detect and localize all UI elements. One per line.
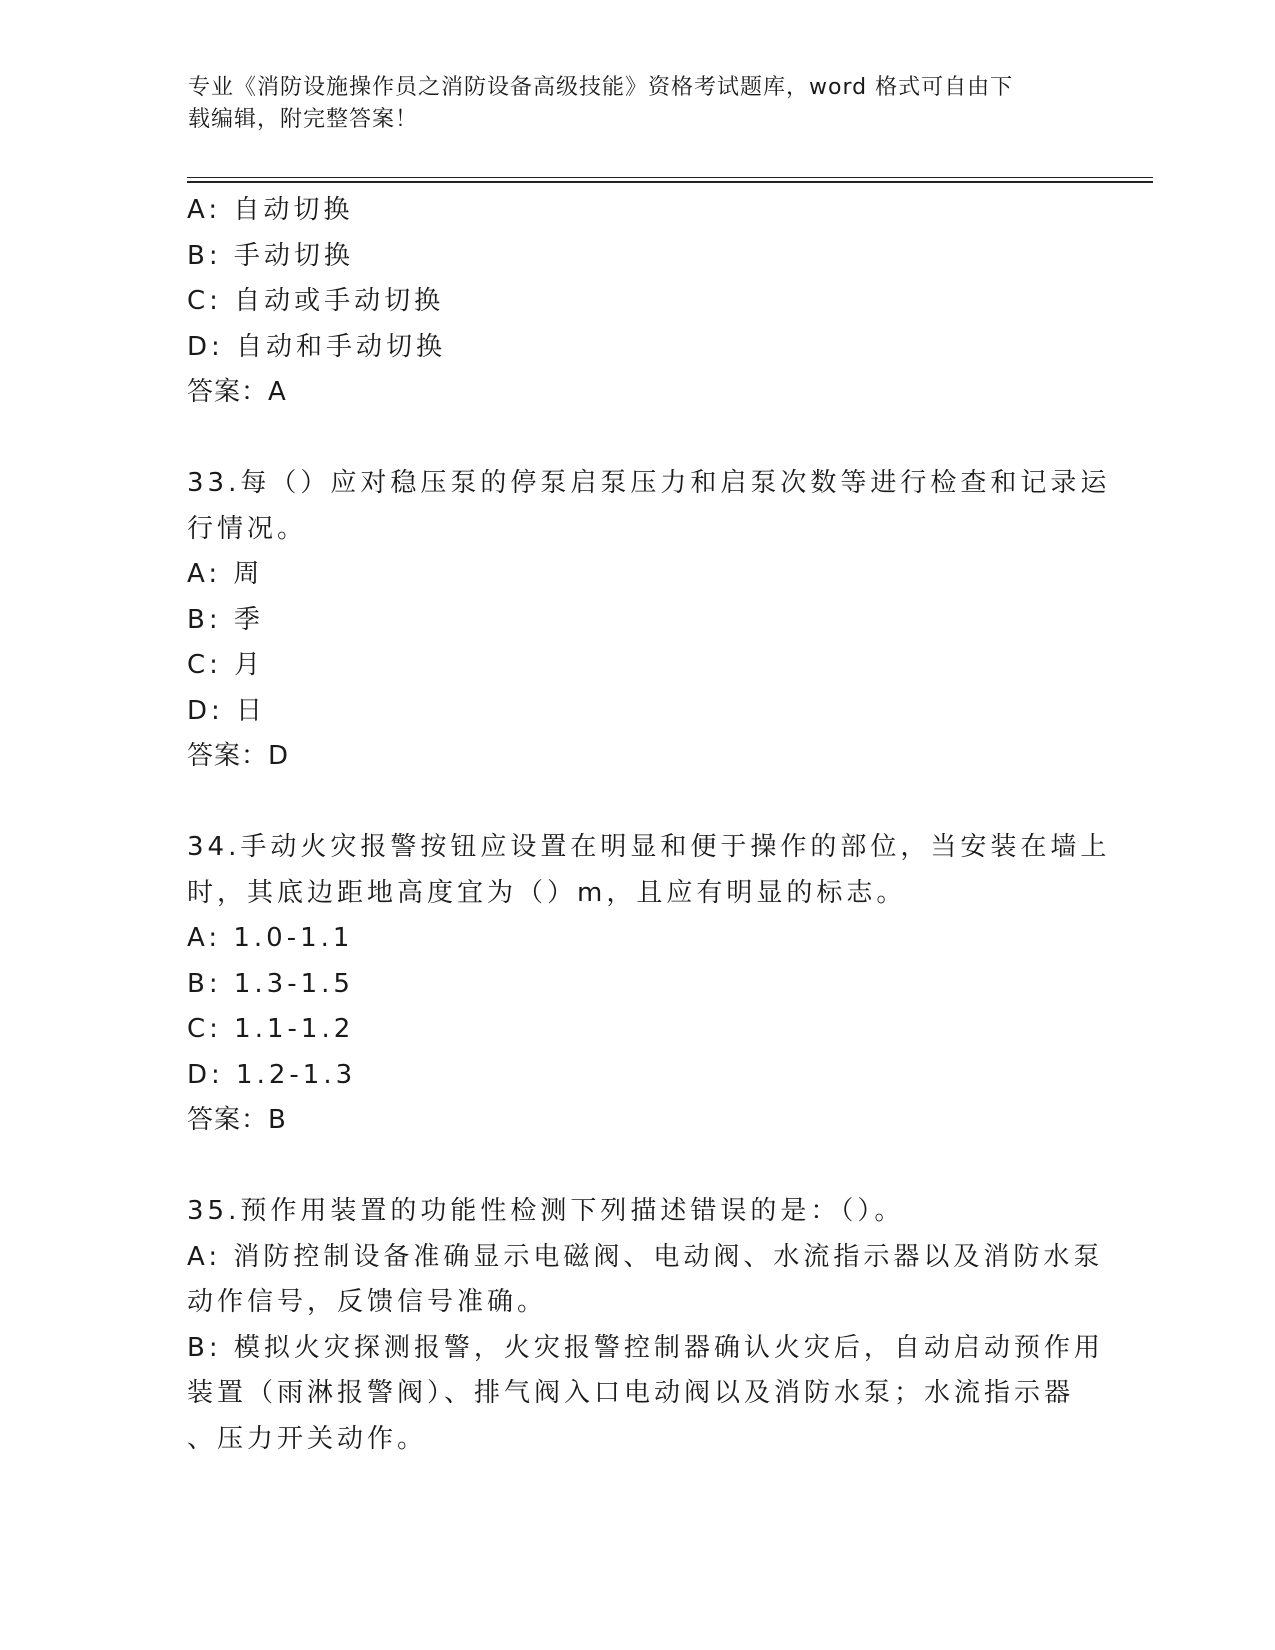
question-34 [187,825,1111,1144]
option-a: A: 1.0-1.1 [187,923,354,953]
header-line-2: 载编辑，附完整答案！ [188,107,419,132]
option-b-continued: 、压力开关动作。 [187,1423,428,1454]
question-content [187,188,1111,1462]
question-35 [187,1189,1104,1462]
option-b-continued: 装置（雨淋报警阀）、排气阀入口电动阀以及消防水泵；水流指示器 [187,1378,1075,1408]
option-d: D: 自动和手动切换 [187,331,447,362]
option-c: C: 1.1-1.2 [187,1014,355,1044]
spacer [187,1144,1077,1190]
option-a-continued: 动作信号，反馈信号准确。 [187,1287,548,1317]
option-b: B: 季 [187,604,264,635]
option-b: B: 1.3-1.5 [187,968,354,999]
question-stem: 行情况。 [187,513,308,544]
spacer [187,780,1077,826]
answer: 答案：D [187,741,290,771]
option-b: B: 模拟火灾探测报警，火灾报警控制器确认火灾后，自动启动预作用 [187,1332,1104,1363]
question-stem: 时，其底边距地高度宜为（）m，且应有明显的标志。 [187,877,907,908]
header-rule-bottom [187,181,1153,183]
prev-question [187,188,1077,416]
spacer [187,416,1077,462]
answer: 答案：B [187,1105,287,1135]
option-d: D: 1.2-1.3 [187,1059,357,1090]
option-b: B: 手动切换 [187,240,354,271]
option-d: D: 日 [187,695,267,726]
header-rule-top [187,177,1153,178]
document-header [188,72,1088,136]
answer: 答案：A [187,377,287,407]
option-a: A: 周 [187,559,264,589]
option-c: C: 月 [187,650,265,680]
question-stem: 35.预作用装置的功能性检测下列描述错误的是：（）。 [187,1196,905,1226]
question-33 [187,461,1111,780]
option-a: A: 消防控制设备准确显示电磁阀、电动阀、水流指示器以及消防水泵 [187,1241,1104,1272]
question-stem: 34.手动火灾报警按钮应设置在明显和便于操作的部位，当安装在墙上 [187,832,1111,862]
option-a: A: 自动切换 [187,195,354,225]
header-line-1: 专业《消防设施操作员之消防设备高级技能》资格考试题库，word 格式可自由下 [188,75,1014,100]
question-stem: 33.每（）应对稳压泵的停泵启泵压力和启泵次数等进行检查和记录运 [187,468,1111,498]
option-c: C: 自动或手动切换 [187,286,445,316]
